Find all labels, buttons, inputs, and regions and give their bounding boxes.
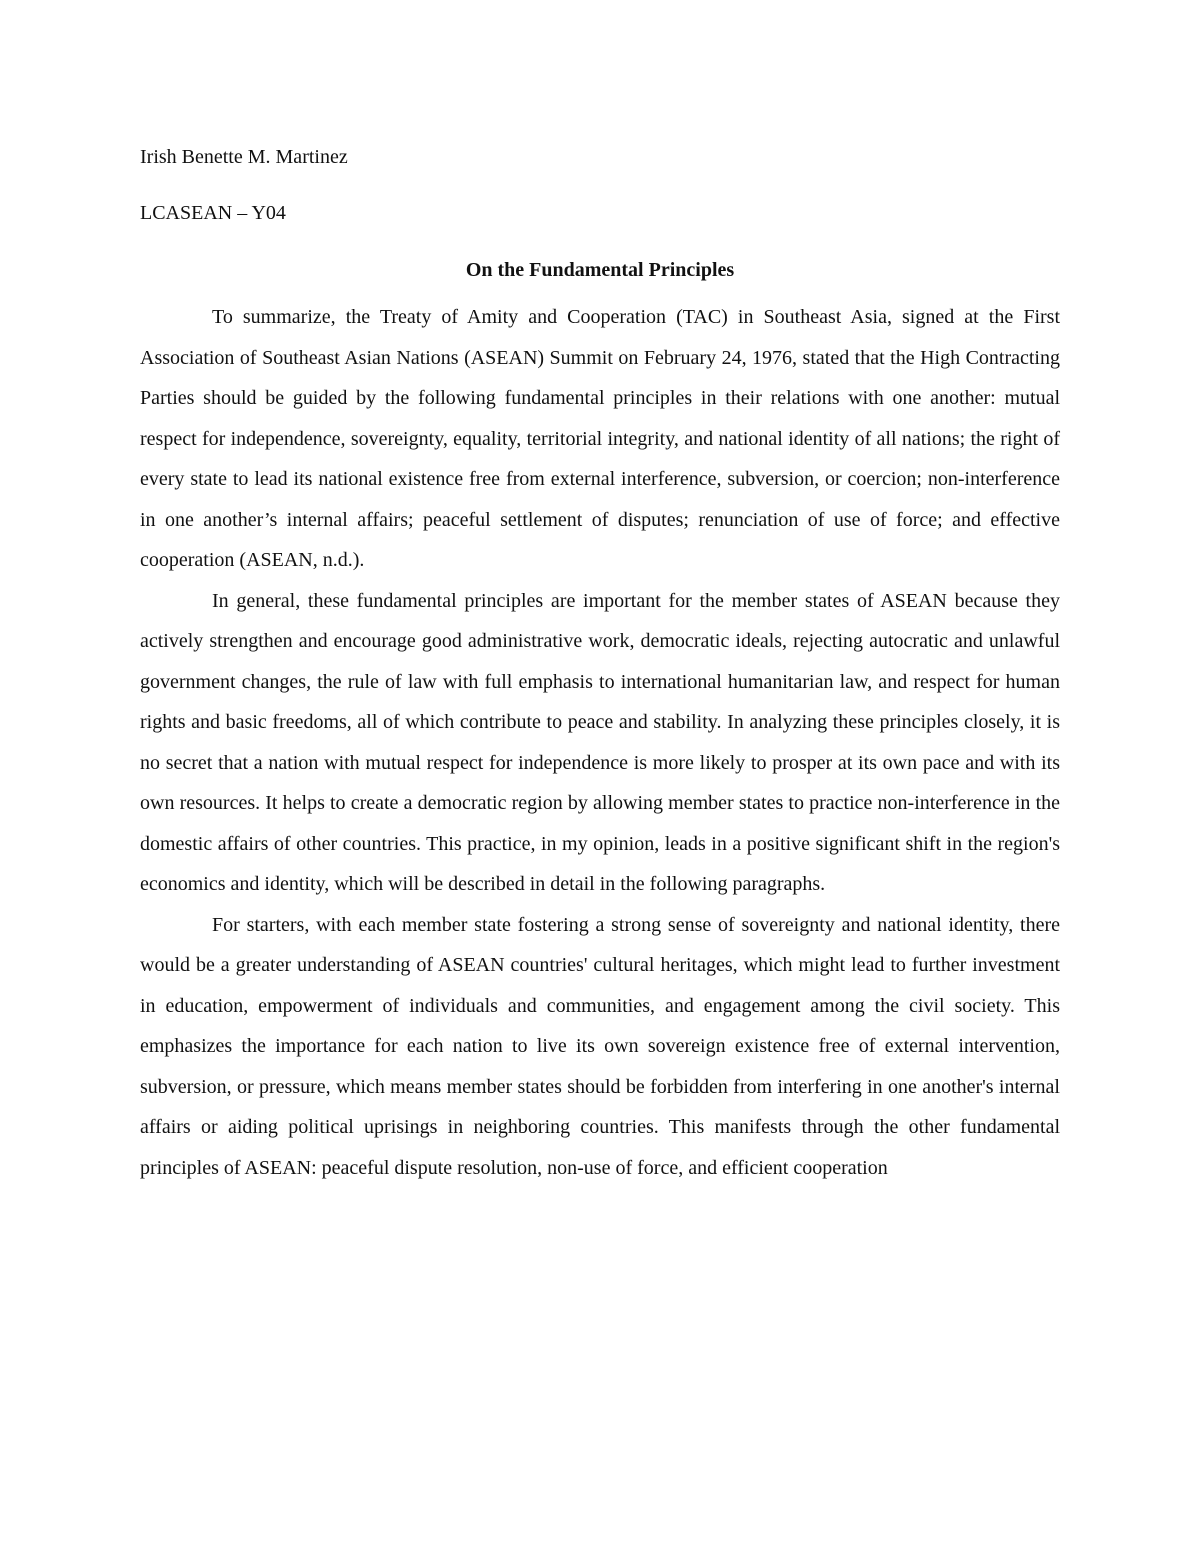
paragraph-1: To summarize, the Treaty of Amity and Cooperation (TAC) in Southeast Asia, signed at the First Association of Southeast Asian Nations (ASEAN) Summit on February 24, 1976, stated that the High Contracting Parties should be guided by the following fundamental principles in their relations with one another: mutual respect for independence, sovereignty, equality, territorial integrity, and national identity of all nations; the right of every state to lead its national existence free from external interference, subversion, or coercion; non-interference in one another’s internal affairs; peaceful settlement of disputes; renunciation of use of force; and effective cooperation (ASEAN, n.d.). — [140, 306, 1060, 571]
document-body — [140, 142, 1060, 1188]
paragraph-2: In general, these fundamental principles are important for the member states of ASEAN because they actively strengthen and encourage good administrative work, democratic ideals, rejecting autocratic and unlawful government changes, the rule of law with full emphasis to international humanitarian law, and respect for human rights and basic freedoms, all of which contribute to peace and stability. In analyzing these principles closely, it is no secret that a nation with mutual respect for independence is more likely to prosper at its own pace and with its own resources. It helps to create a democratic region by allowing member states to practice non-interference in the domestic affairs of other countries. This practice, in my opinion, leads in a positive significant shift in the region's economics and identity, which will be described in detail in the following paragraphs. — [140, 589, 1060, 895]
course-code: LCASEAN – Y04 — [140, 202, 286, 224]
document-title: On the Fundamental Principles — [465, 259, 735, 281]
author-name: Irish Benette M. Martinez — [140, 146, 348, 168]
paragraph-3: For starters, with each member state fostering a strong sense of sovereignty and national identity, there would be a greater understanding of ASEAN countries' cultural heritages, which might lead to further investment in education, empowerment of individuals and communities, and engagement among the civil society. This emphasizes the importance for each nation to live its own sovereign existence free of external intervention, subversion, or pressure, which means member states should be forbidden from interfering in one another's internal affairs or aiding political uprisings in neighboring countries. This manifests through the other fundamental principles of ASEAN: peaceful dispute resolution, non-use of force, and efficient cooperation — [140, 913, 1060, 1179]
